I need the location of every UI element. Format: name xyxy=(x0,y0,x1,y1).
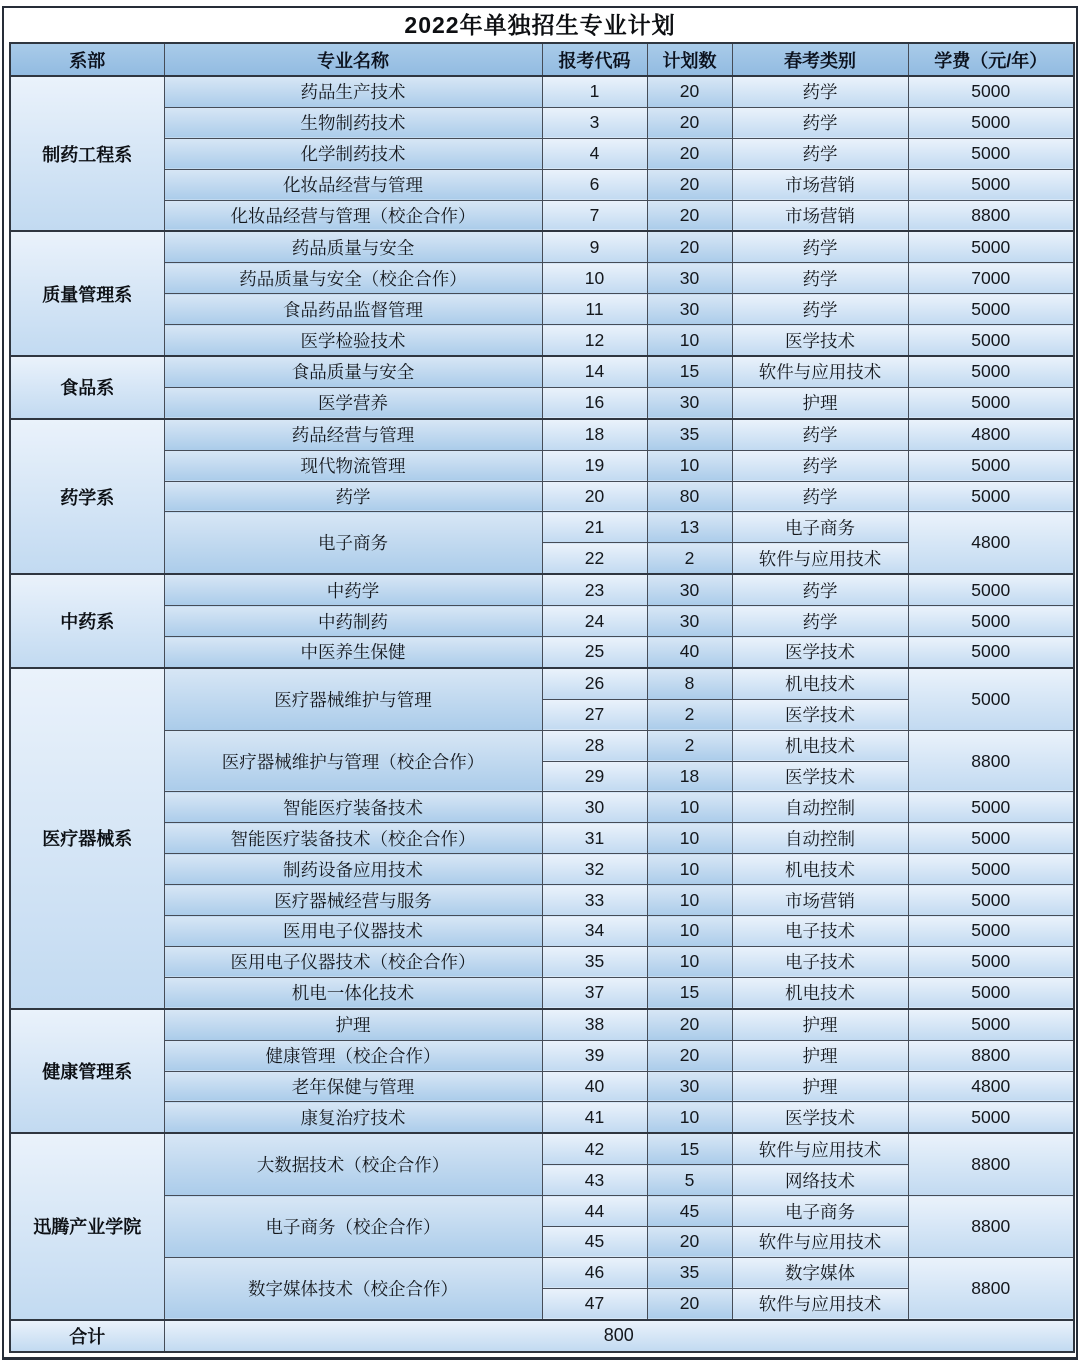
major-cell: 护理 xyxy=(164,1009,542,1040)
major-cell: 化妆品经营与管理 xyxy=(164,169,542,200)
column-header-1: 专业名称 xyxy=(164,43,542,76)
plan-cell: 20 xyxy=(647,1288,732,1319)
page-title: 2022年单独招生专业计划 xyxy=(404,12,676,38)
major-cell: 制药设备应用技术 xyxy=(164,854,542,885)
category-cell: 药学 xyxy=(732,606,908,637)
code-cell: 4 xyxy=(542,138,647,169)
plan-cell: 20 xyxy=(647,1226,732,1257)
major-cell: 医疗器械经营与服务 xyxy=(164,885,542,916)
major-cell: 食品质量与安全 xyxy=(164,356,542,387)
plan-cell: 15 xyxy=(647,977,732,1008)
plan-cell: 2 xyxy=(647,730,732,761)
code-cell: 32 xyxy=(542,854,647,885)
fee-cell: 5000 xyxy=(908,668,1074,730)
plan-cell: 35 xyxy=(647,419,732,450)
code-cell: 38 xyxy=(542,1009,647,1040)
code-cell: 26 xyxy=(542,668,647,699)
major-cell: 药品生产技术 xyxy=(164,76,542,107)
code-cell: 7 xyxy=(542,200,647,231)
major-cell: 药品质量与安全（校企合作） xyxy=(164,263,542,294)
dept-cell: 药学系 xyxy=(10,419,164,574)
code-cell: 18 xyxy=(542,419,647,450)
code-cell: 3 xyxy=(542,107,647,138)
category-cell: 自动控制 xyxy=(732,792,908,823)
plan-cell: 20 xyxy=(647,1009,732,1040)
fee-cell: 5000 xyxy=(908,294,1074,325)
category-cell: 药学 xyxy=(732,231,908,262)
major-cell: 健康管理（校企合作） xyxy=(164,1040,542,1071)
plan-cell: 20 xyxy=(647,138,732,169)
code-cell: 21 xyxy=(542,512,647,543)
category-cell: 医学技术 xyxy=(732,325,908,356)
code-cell: 45 xyxy=(542,1226,647,1257)
major-cell: 中药学 xyxy=(164,574,542,605)
plan-cell: 20 xyxy=(647,76,732,107)
major-cell: 医学营养 xyxy=(164,387,542,418)
fee-cell: 8800 xyxy=(908,200,1074,231)
major-cell: 药学 xyxy=(164,481,542,512)
plan-cell: 5 xyxy=(647,1165,732,1196)
plan-cell: 30 xyxy=(647,606,732,637)
code-cell: 40 xyxy=(542,1071,647,1102)
fee-cell: 8800 xyxy=(908,1040,1074,1071)
plan-cell: 10 xyxy=(647,823,732,854)
category-cell: 护理 xyxy=(732,1040,908,1071)
code-cell: 37 xyxy=(542,977,647,1008)
fee-cell: 5000 xyxy=(908,854,1074,885)
category-cell: 机电技术 xyxy=(732,730,908,761)
code-cell: 44 xyxy=(542,1196,647,1227)
category-cell: 软件与应用技术 xyxy=(732,1288,908,1319)
major-cell: 食品药品监督管理 xyxy=(164,294,542,325)
code-cell: 16 xyxy=(542,387,647,418)
code-cell: 25 xyxy=(542,637,647,668)
fee-cell: 5000 xyxy=(908,356,1074,387)
fee-cell: 5000 xyxy=(908,977,1074,1008)
table-body xyxy=(10,76,1074,1352)
fee-cell: 5000 xyxy=(908,916,1074,947)
category-cell: 护理 xyxy=(732,1071,908,1102)
plan-cell: 10 xyxy=(647,1102,732,1133)
category-cell: 药学 xyxy=(732,419,908,450)
category-cell: 药学 xyxy=(732,107,908,138)
category-cell: 机电技术 xyxy=(732,854,908,885)
plan-cell: 20 xyxy=(647,107,732,138)
column-header-4: 春考类别 xyxy=(732,43,908,76)
total-value-cell: 800 xyxy=(164,1320,1074,1352)
column-header-3: 计划数 xyxy=(647,43,732,76)
plan-cell: 8 xyxy=(647,668,732,699)
dept-cell: 食品系 xyxy=(10,356,164,419)
fee-cell: 5000 xyxy=(908,885,1074,916)
major-cell: 医疗器械维护与管理（校企合作） xyxy=(164,730,542,792)
fee-cell: 5000 xyxy=(908,1009,1074,1040)
code-cell: 43 xyxy=(542,1165,647,1196)
category-cell: 药学 xyxy=(732,138,908,169)
major-cell: 电子商务（校企合作） xyxy=(164,1196,542,1258)
major-cell: 老年保健与管理 xyxy=(164,1071,542,1102)
code-cell: 14 xyxy=(542,356,647,387)
category-cell: 市场营销 xyxy=(732,200,908,231)
plan-cell: 30 xyxy=(647,294,732,325)
code-cell: 41 xyxy=(542,1102,647,1133)
fee-cell: 5000 xyxy=(908,231,1074,262)
code-cell: 12 xyxy=(542,325,647,356)
category-cell: 机电技术 xyxy=(732,668,908,699)
category-cell: 数字媒体 xyxy=(732,1257,908,1288)
major-cell: 机电一体化技术 xyxy=(164,977,542,1008)
category-cell: 软件与应用技术 xyxy=(732,1226,908,1257)
category-cell: 自动控制 xyxy=(732,823,908,854)
code-cell: 6 xyxy=(542,169,647,200)
major-cell: 中医养生保健 xyxy=(164,637,542,668)
fee-cell: 5000 xyxy=(908,76,1074,107)
fee-cell: 4800 xyxy=(908,1071,1074,1102)
plan-cell: 10 xyxy=(647,916,732,947)
fee-cell: 8800 xyxy=(908,1133,1074,1195)
total-label-cell: 合计 xyxy=(10,1320,164,1352)
plan-cell: 18 xyxy=(647,761,732,792)
category-cell: 电子技术 xyxy=(732,916,908,947)
major-cell: 医用电子仪器技术 xyxy=(164,916,542,947)
plan-cell: 15 xyxy=(647,356,732,387)
plan-cell: 10 xyxy=(647,325,732,356)
plan-cell: 13 xyxy=(647,512,732,543)
category-cell: 药学 xyxy=(732,263,908,294)
plan-cell: 20 xyxy=(647,169,732,200)
fee-cell: 8800 xyxy=(908,730,1074,792)
major-cell: 医用电子仪器技术（校企合作） xyxy=(164,946,542,977)
fee-cell: 5000 xyxy=(908,792,1074,823)
code-cell: 33 xyxy=(542,885,647,916)
plan-cell: 20 xyxy=(647,200,732,231)
category-cell: 药学 xyxy=(732,76,908,107)
fee-cell: 5000 xyxy=(908,387,1074,418)
major-cell: 大数据技术（校企合作） xyxy=(164,1133,542,1195)
dept-cell: 健康管理系 xyxy=(10,1009,164,1134)
major-cell: 化学制药技术 xyxy=(164,138,542,169)
category-cell: 电子技术 xyxy=(732,946,908,977)
code-cell: 10 xyxy=(542,263,647,294)
major-cell: 生物制药技术 xyxy=(164,107,542,138)
major-cell: 智能医疗装备技术（校企合作） xyxy=(164,823,542,854)
code-cell: 9 xyxy=(542,231,647,262)
category-cell: 电子商务 xyxy=(732,512,908,543)
category-cell: 软件与应用技术 xyxy=(732,356,908,387)
code-cell: 39 xyxy=(542,1040,647,1071)
dept-cell: 迅腾产业学院 xyxy=(10,1133,164,1319)
category-cell: 医学技术 xyxy=(732,637,908,668)
plan-cell: 2 xyxy=(647,543,732,574)
category-cell: 网络技术 xyxy=(732,1165,908,1196)
fee-cell: 5000 xyxy=(908,574,1074,605)
code-cell: 28 xyxy=(542,730,647,761)
major-cell: 医疗器械维护与管理 xyxy=(164,668,542,730)
fee-cell: 5000 xyxy=(908,1102,1074,1133)
plan-cell: 2 xyxy=(647,699,732,730)
code-cell: 20 xyxy=(542,481,647,512)
code-cell: 24 xyxy=(542,606,647,637)
plan-cell: 20 xyxy=(647,231,732,262)
plan-cell: 10 xyxy=(647,885,732,916)
major-cell: 药品经营与管理 xyxy=(164,419,542,450)
category-cell: 药学 xyxy=(732,481,908,512)
category-cell: 护理 xyxy=(732,387,908,418)
plan-cell: 10 xyxy=(647,792,732,823)
fee-cell: 5000 xyxy=(908,823,1074,854)
plan-cell: 15 xyxy=(647,1133,732,1164)
major-cell: 现代物流管理 xyxy=(164,450,542,481)
major-cell: 药品质量与安全 xyxy=(164,231,542,262)
plan-cell: 30 xyxy=(647,574,732,605)
fee-cell: 5000 xyxy=(908,169,1074,200)
fee-cell: 8800 xyxy=(908,1196,1074,1258)
fee-cell: 5000 xyxy=(908,450,1074,481)
major-cell: 智能医疗装备技术 xyxy=(164,792,542,823)
category-cell: 医学技术 xyxy=(732,699,908,730)
code-cell: 1 xyxy=(542,76,647,107)
major-cell: 医学检验技术 xyxy=(164,325,542,356)
major-cell: 康复治疗技术 xyxy=(164,1102,542,1133)
dept-cell: 制药工程系 xyxy=(10,76,164,231)
code-cell: 30 xyxy=(542,792,647,823)
plan-cell: 80 xyxy=(647,481,732,512)
category-cell: 药学 xyxy=(732,574,908,605)
plan-cell: 10 xyxy=(647,450,732,481)
table-header-row xyxy=(10,43,1074,76)
code-cell: 11 xyxy=(542,294,647,325)
code-cell: 31 xyxy=(542,823,647,854)
category-cell: 软件与应用技术 xyxy=(732,1133,908,1164)
category-cell: 护理 xyxy=(732,1009,908,1040)
category-cell: 医学技术 xyxy=(732,1102,908,1133)
category-cell: 电子商务 xyxy=(732,1196,908,1227)
code-cell: 23 xyxy=(542,574,647,605)
dept-cell: 质量管理系 xyxy=(10,231,164,356)
category-cell: 软件与应用技术 xyxy=(732,543,908,574)
dept-cell: 中药系 xyxy=(10,574,164,668)
category-cell: 市场营销 xyxy=(732,885,908,916)
plan-cell: 30 xyxy=(647,263,732,294)
code-cell: 46 xyxy=(542,1257,647,1288)
plan-cell: 10 xyxy=(647,946,732,977)
code-cell: 35 xyxy=(542,946,647,977)
fee-cell: 5000 xyxy=(908,946,1074,977)
category-cell: 机电技术 xyxy=(732,977,908,1008)
code-cell: 47 xyxy=(542,1288,647,1319)
table-frame xyxy=(2,6,1078,1360)
major-cell: 数字媒体技术（校企合作） xyxy=(164,1257,542,1319)
plan-cell: 10 xyxy=(647,854,732,885)
category-cell: 医学技术 xyxy=(732,761,908,792)
plan-cell: 30 xyxy=(647,1071,732,1102)
fee-cell: 5000 xyxy=(908,325,1074,356)
plan-cell: 20 xyxy=(647,1040,732,1071)
category-cell: 药学 xyxy=(732,450,908,481)
code-cell: 19 xyxy=(542,450,647,481)
code-cell: 34 xyxy=(542,916,647,947)
plan-cell: 45 xyxy=(647,1196,732,1227)
fee-cell: 5000 xyxy=(908,606,1074,637)
fee-cell: 5000 xyxy=(908,481,1074,512)
fee-cell: 4800 xyxy=(908,419,1074,450)
code-cell: 42 xyxy=(542,1133,647,1164)
code-cell: 22 xyxy=(542,543,647,574)
fee-cell: 5000 xyxy=(908,107,1074,138)
major-cell: 电子商务 xyxy=(164,512,542,574)
fee-cell: 5000 xyxy=(908,637,1074,668)
fee-cell: 7000 xyxy=(908,263,1074,294)
major-cell: 中药制药 xyxy=(164,606,542,637)
plan-cell: 35 xyxy=(647,1257,732,1288)
fee-cell: 4800 xyxy=(908,512,1074,574)
code-cell: 27 xyxy=(542,699,647,730)
dept-cell: 医疗器械系 xyxy=(10,668,164,1009)
column-header-5: 学费（元/年） xyxy=(908,43,1074,76)
major-cell: 化妆品经营与管理（校企合作） xyxy=(164,200,542,231)
category-cell: 药学 xyxy=(732,294,908,325)
category-cell: 市场营销 xyxy=(732,169,908,200)
code-cell: 29 xyxy=(542,761,647,792)
plan-cell: 30 xyxy=(647,387,732,418)
column-header-2: 报考代码 xyxy=(542,43,647,76)
fee-cell: 8800 xyxy=(908,1257,1074,1319)
plan-cell: 40 xyxy=(647,637,732,668)
admission-plan-table xyxy=(9,42,1075,1353)
column-header-0: 系部 xyxy=(10,43,164,76)
fee-cell: 5000 xyxy=(908,138,1074,169)
